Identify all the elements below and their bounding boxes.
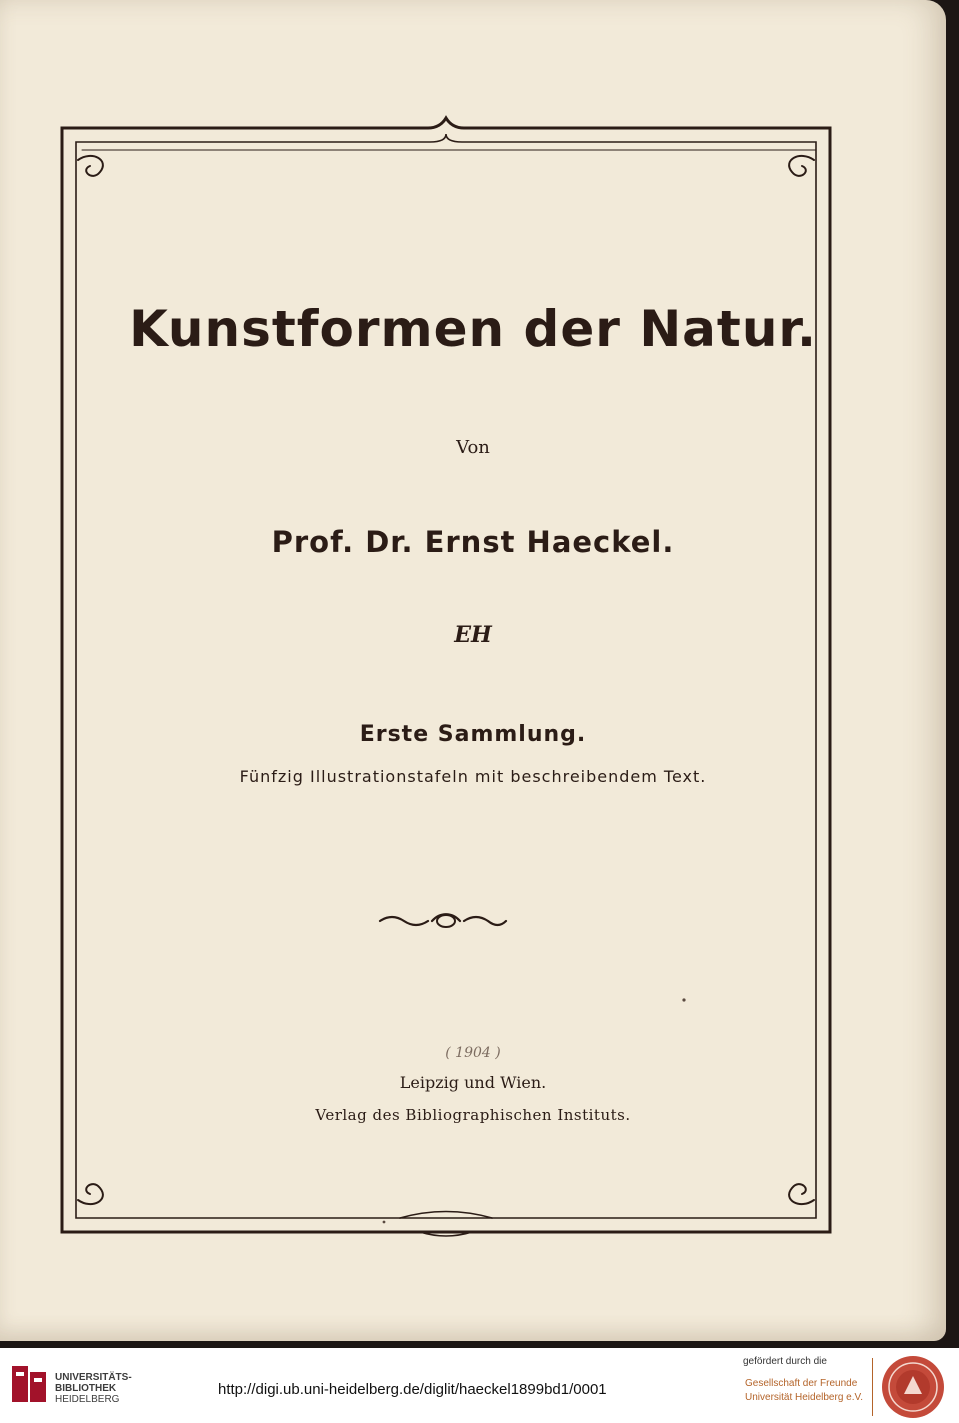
subtitle: Fünfzig Illustrationstafeln mit beschreibendem Text. [239,767,707,786]
publication-place: Leipzig und Wien. [399,1073,547,1092]
sponsor-divider [872,1358,873,1416]
sponsor-prefix: gefördert durch die [743,1356,827,1367]
handwritten-note: ( 1904 ) [445,1045,501,1061]
footer-bar [0,1348,959,1423]
library-name-line3: HEIDELBERG [55,1394,120,1405]
sponsor-name-line2: Universität Heidelberg e.V. [745,1392,864,1403]
library-name-line2: BIBLIOTHEK [55,1383,117,1394]
by-line: Von [456,437,490,458]
author-name: Prof. Dr. Ernst Haeckel. [271,525,675,559]
sponsor-name-line1: Gesellschaft der Freunde [745,1378,858,1389]
library-logo-icon[interactable] [10,1362,50,1406]
collection-label: Erste Sammlung. [359,722,587,747]
publisher: Verlag des Bibliographischen Instituts. [315,1106,631,1124]
author-monogram: EH [454,622,492,648]
library-name-line1: UNIVERSITÄTS- [55,1372,132,1383]
book-title: Kunstformen der Natur. [129,300,817,358]
university-seal-icon[interactable] [880,1354,946,1420]
permalink-url[interactable]: http://digi.ub.uni-heidelberg.de/diglit/haeckel1899bd1/0001 [218,1381,607,1398]
